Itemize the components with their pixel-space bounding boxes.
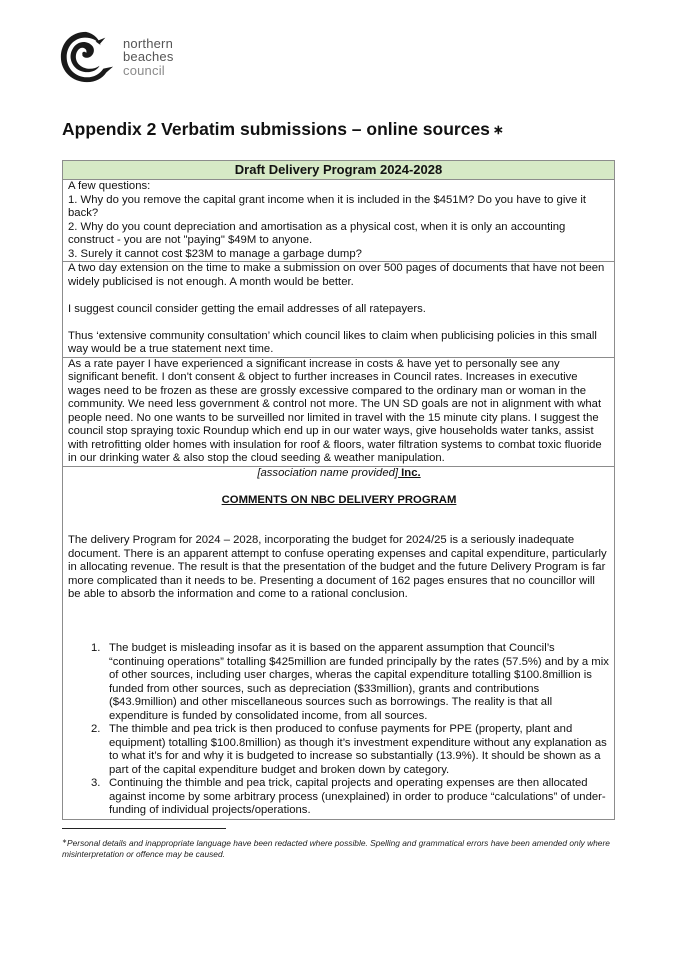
footnote-marker-icon: ∗ <box>492 122 504 137</box>
submission-heading: COMMENTS ON NBC DELIVERY PROGRAM <box>221 493 457 506</box>
submissions-table <box>62 160 615 820</box>
wave-creature-icon <box>57 28 115 86</box>
list-item-number: 2. <box>91 723 101 735</box>
footnote-marker: ∗ <box>62 839 68 845</box>
list-item-number: 1. <box>91 642 101 654</box>
paragraph-gap <box>68 480 610 494</box>
list-item-text: The thimble and pea trick is then produced to confuse payments for PPE (property, plant and equipment) totalling $100.8million) as though it’s investment expenditure without any explanation as to what it’s for and why it is budgeted to increase so substantially (13.9%). It should be shown as a part of the capital expenditure budget and broken down by category. <box>109 723 607 776</box>
submission-paragraph: 2. Why do you count depreciation and amortisation as a physical cost, when it is only an accounting construct - you are not "paying" $49M to anyone. <box>68 220 566 246</box>
logo-wordmark <box>123 37 174 78</box>
table-header: Draft Delivery Program 2024-2028 <box>63 161 615 180</box>
paragraph-gap <box>68 289 610 303</box>
list-item-text: The budget is misleading insofar as it is based on the apparent assumption that Council’s “continuing operations” totalling $425million are funded principally by the rates (57.5%) and by a mix of other sources, including user charges, wheras the capital expenditure totalling $100.8million is funded from other sources, such as depreciation ($33million), grants and contributions ($43.9million) and other miscellaneous sources such as borrowings. The reality is that all expenditure is funded by consolidated income, from all sources. <box>109 642 609 722</box>
logo-line-3: council <box>123 62 165 78</box>
list-item-text: Continuing the thimble and pea trick, capital projects and operating expenses are then allocated against income by some arbitrary process (unexplained) in order to produce “calculations” of under-funding of individual projects/operations. <box>109 777 606 816</box>
submission-row <box>63 180 615 262</box>
submission-intro: The delivery Program for 2024 – 2028, incorporating the budget for 2024/25 is a seriously inadequate document. There is an apparent attempt to confuse operating expenses and capital expenditure, particularly in allocating revenue. The result is that the presentation of the budget and the future Delivery Program is far more complicated than it needs to be. Presenting a document of 162 pages ensures that no councillor will be able to absorb the information and come to a rational conclusion. <box>68 534 607 600</box>
submission-cell <box>63 262 615 358</box>
list-item <box>91 642 610 723</box>
council-logo <box>57 24 237 90</box>
logo-line-1: northern <box>123 35 174 51</box>
paragraph-gap <box>68 629 610 643</box>
paragraph-gap <box>68 316 610 330</box>
submission-cell <box>63 466 615 819</box>
footnote-text: Personal details and inappropriate language have been redacted where possible. Spelling and grammatical errors have been amended only where misinterpretation or offence may be caused. <box>62 838 610 860</box>
submission-paragraph: A two day extension on the time to make a submission on over 500 pages of documents that have not been widely publicised is not enough. A month would be better. <box>68 262 605 288</box>
page-title-text: Appendix 2 Verbatim submissions – online sources <box>62 119 490 139</box>
table-header-row <box>63 161 615 180</box>
footnote <box>62 837 618 860</box>
page-title <box>62 119 504 140</box>
submission-paragraph: Thus ‘extensive community consultation’ which council likes to claim when publicising policies in this small way would be a true statement next time. <box>68 329 597 355</box>
submission-paragraph: 1. Why do you remove the capital grant income when it is included in the $451M? Do you have to give it back? <box>68 193 587 219</box>
submission-paragraph: I suggest council consider getting the email addresses of all ratepayers. <box>68 302 426 315</box>
submission-row <box>63 466 615 819</box>
paragraph-gap <box>68 507 610 521</box>
organisation-suffix: Inc. <box>398 466 421 479</box>
submission-paragraph: As a rate payer I have experienced a significant increase in costs & have yet to personally see any significant benefit. I don't consent & object to further increases in Council rates. Increases in executive wages need to be frozen as these are grossly excessive compared to the ordinary man or woman in the community. We need less government & control not more. The UN SD goals are not in alignment with what people need. No one wants to be surveilled nor limited in travel with the 15 minute city plans. I suggest the council stop spraying toxic Roundup which end up in our water ways, give households water tanks, assist with retrofitting older homes with insulation for roof & floors, water filtration systems to combat toxic fluoride in our drinking water & also stop the cloud seeding & weather manipulation. <box>68 357 602 464</box>
submission-paragraph: A few questions: <box>68 180 151 192</box>
list-item <box>91 723 610 777</box>
organisation-name-redacted: [association name provided] <box>257 466 399 479</box>
submission-row <box>63 357 615 466</box>
list-item-number: 3. <box>91 777 101 789</box>
paragraph-gap <box>68 615 610 629</box>
submission-points-list <box>68 642 610 818</box>
submission-cell <box>63 357 615 466</box>
footnote-separator <box>62 828 226 829</box>
paragraph-gap <box>68 521 610 535</box>
submission-paragraph: 3. Surely it cannot cost $23M to manage a garbage dump? <box>68 247 362 260</box>
organisation-line <box>68 467 610 481</box>
submission-row <box>63 262 615 358</box>
paragraph-gap <box>68 602 610 616</box>
submission-cell <box>63 180 615 262</box>
list-item <box>91 777 610 818</box>
logo-line-2: beaches <box>123 49 174 65</box>
